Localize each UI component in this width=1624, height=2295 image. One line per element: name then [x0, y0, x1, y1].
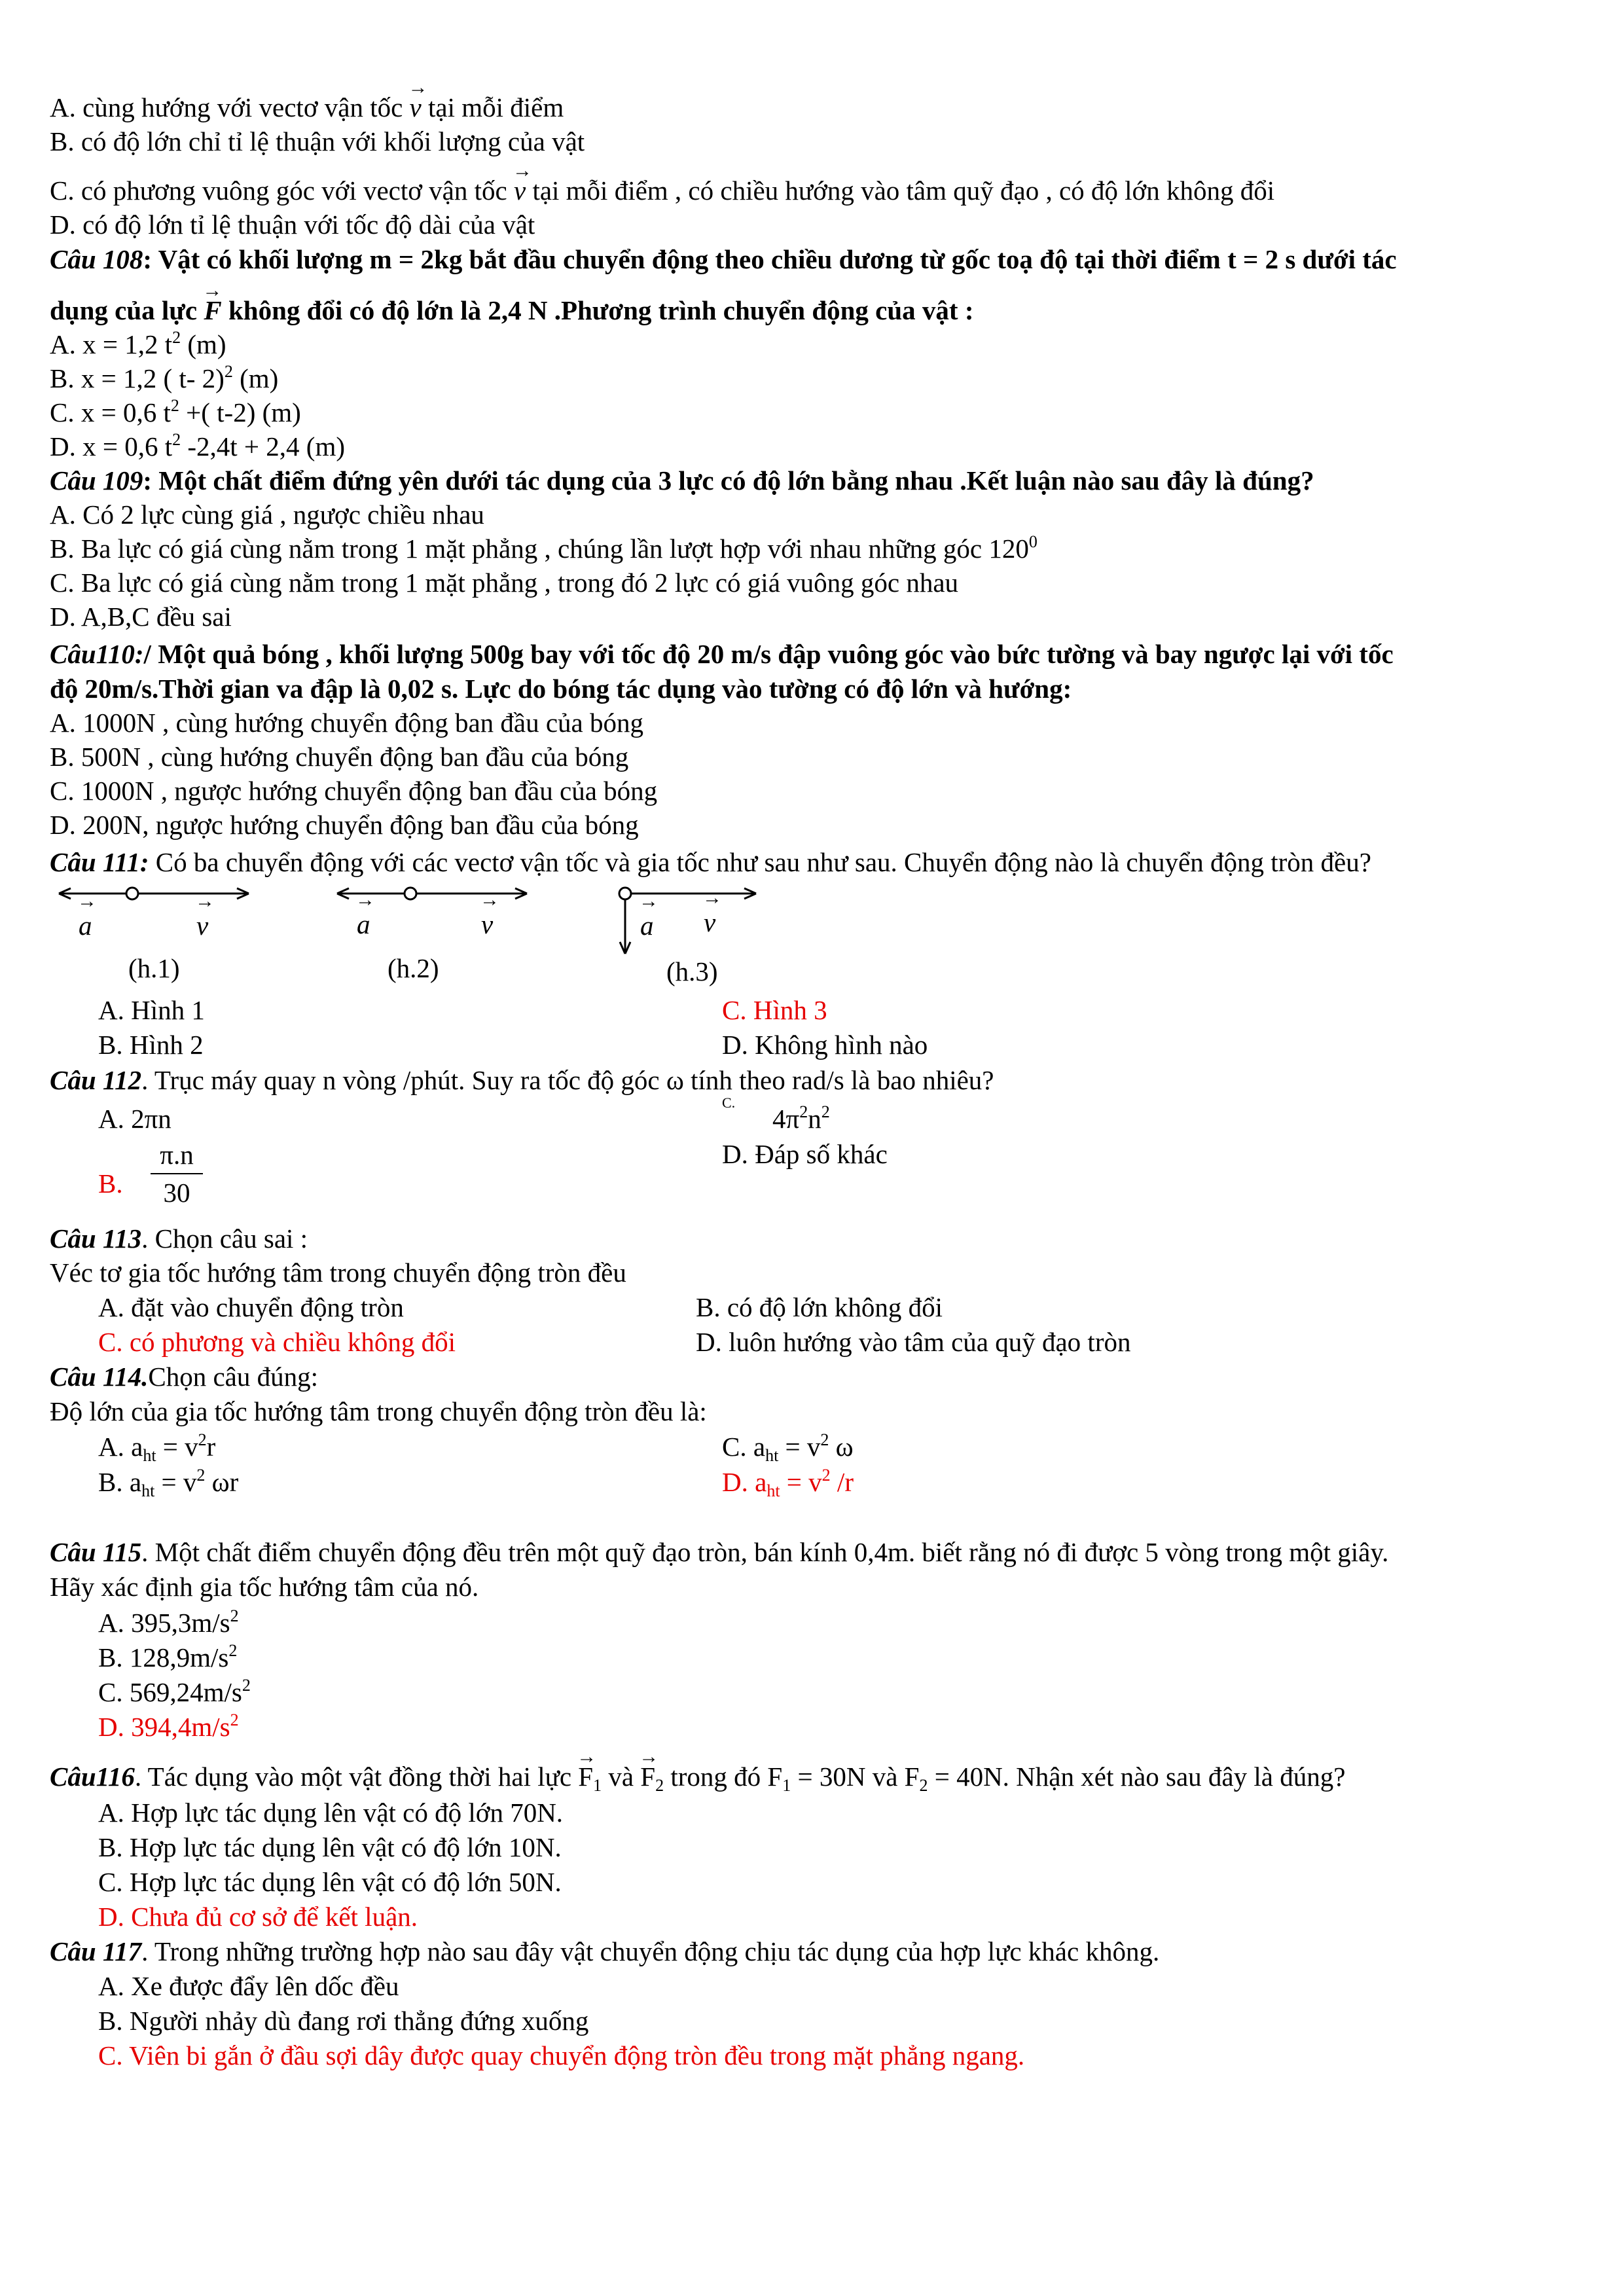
q107-option-b: B. có độ lớn chỉ tỉ lệ thuận với khối lượng của vật — [50, 126, 585, 156]
q109-option-d: D. A,B,C đều sai — [50, 602, 232, 632]
q117-option-b: B. Người nhảy dù đang rơi thẳng đứng xuống — [98, 2006, 589, 2036]
q114-sub-stem: Độ lớn của gia tốc hướng tâm trong chuyển động tròn đều là: — [50, 1396, 707, 1426]
q116-option-b: B. Hợp lực tác dụng lên vật có độ lớn 10N. — [98, 1832, 562, 1862]
q117-option-c: C. Viên bi gắn ở đầu sợi dây được quay chuyển động tròn đều trong mặt phẳng ngang. — [98, 2040, 1025, 2070]
q110-stem-line1: Câu110:/ Một quả bóng , khối lượng 500g bay với tốc độ 20 m/s đập vuông góc vào bức tường và bay ngược lại với tốc — [50, 639, 1394, 669]
q108-option-a: A. x = 1,2 $t^2$ (m) — [50, 328, 226, 359]
q116-option-a: A. Hợp lực tác dụng lên vật có độ lớn 70N. — [98, 1798, 564, 1828]
q113-sub-stem: Véc tơ gia tốc hướng tâm trong chuyển động tròn đều — [50, 1257, 626, 1288]
figure-h3-v-label: → v — [704, 907, 715, 938]
q110-option-a: A. 1000N , cùng hướng chuyển động ban đầu của bóng — [50, 708, 644, 738]
figure-h2-caption: (h.2) — [388, 953, 439, 983]
q116-option-d: D. Chưa đủ cơ sở để kết luận. — [98, 1902, 418, 1932]
q115-stem-line1: Câu 115. Một chất điểm chuyển động đều trên một quỹ đạo tròn, bán kính 0,4m. biết rằng nó đi được 5 vòng trong một giây. — [50, 1537, 1389, 1567]
q115-stem-line2: Hãy xác định gia tốc hướng tâm của nó. — [50, 1572, 479, 1602]
q107-option-c: C. có phương vuông góc với vectơ vận tốc → v tại mỗi điểm , có chiều hướng vào tâm quỹ đạo , có độ lớn không đổi — [50, 173, 1274, 208]
q112-fraction-denominator: 30 — [163, 1178, 190, 1208]
q112-fraction-numerator: π.n — [160, 1140, 194, 1170]
q113-option-c: C. có phương và chiều không đổi — [98, 1327, 456, 1357]
q107-option-d: D. có độ lớn tỉ lệ thuận với tốc độ dài của vật — [50, 209, 535, 240]
q114-stem: Câu 114.Chọn câu đúng: — [50, 1362, 319, 1392]
q115-option-a: A. $395,3m/s^2$ — [98, 1606, 239, 1638]
q110-option-d: D. 200N, ngược hướng chuyển động ban đầu của bóng — [50, 810, 639, 840]
q110-stem-line2: độ 20m/s.Thời gian va đập là 0,02 s. Lực do bóng tác dụng vào tường có độ lớn và hướng: — [50, 674, 1072, 704]
q108-stem-line2: dụng của lực → F không đổi có độ lớn là 2,4 N .Phương trình chuyển động của vật : — [50, 293, 973, 327]
figure-h3-caption: (h.3) — [666, 956, 718, 986]
q108-option-c: C. x = 0,6 $t^2$ +( t-2) (m) — [50, 396, 301, 427]
figure-h2-v-label: → v — [481, 909, 493, 940]
q108-option-d: D. x = 0,6 $t^2$ -2,4t + 2,4 (m) — [50, 430, 345, 461]
q109-option-c: C. Ba lực có giá cùng nằm trong 1 mặt phẳng , trong đó 2 lực có giá vuông góc nhau — [50, 568, 959, 598]
q112-option-d: D. Đáp số khác — [722, 1139, 888, 1169]
q112-option-a: A. 2πn — [98, 1104, 171, 1134]
q111-stem: Câu 111: Có ba chuyển động với các vectơ vận tốc và gia tốc như sau như sau. Chuyển động nào là chuyển động tròn đều? — [50, 847, 1371, 877]
q113-option-b: B. có độ lớn không đổi — [696, 1292, 943, 1322]
q109-option-a: A. Có 2 lực cùng giá , ngược chiều nhau — [50, 499, 484, 530]
q111-option-d: D. Không hình nào — [722, 1030, 928, 1060]
q114-option-c: C. $a_{ht} = v^2$ ω — [722, 1430, 854, 1465]
q107-option-a: A. cùng hướng với vectơ vận tốc → v tại mỗi điểm — [50, 90, 564, 124]
q112-option-b-letter: B. — [98, 1168, 123, 1199]
q112-option-c-letter: C. — [722, 1094, 736, 1111]
q114-option-a: A. $a_{ht} = v^2r$ — [98, 1430, 216, 1465]
q114-option-b: B. $a_{ht} = v^2$ ωr — [98, 1466, 239, 1500]
q112-stem: Câu 112. Trục máy quay n vòng /phút. Suy ra tốc độ góc ω tính theo rad/s là bao nhiêu? — [50, 1065, 994, 1095]
q112-option-b-fraction — [151, 1139, 203, 1208]
q109-option-b: B. Ba lực có giá cùng nằm trong 1 mặt phẳng , chúng lần lượt hợp với nhau những góc $120^0$ — [50, 532, 1038, 564]
q116-stem: Câu116. Tác dụng vào một vật đồng thời hai lực → $F_1$ và → $F_2$ trong đó $F_1 = 30N$ và $F_2 = 40N$. Nhận xét nào sau đây là đúng? — [50, 1760, 1345, 1794]
figure-h1-a-label: → a — [79, 910, 92, 941]
q117-option-a: A. Xe được đẩy lên dốc đều — [98, 1971, 399, 2001]
figure-h1-caption: (h.1) — [128, 953, 180, 983]
q113-stem: Câu 113. Chọn câu sai : — [50, 1223, 308, 1254]
figure-h3-a-label: → a — [640, 910, 654, 941]
q111-option-a: A. Hình 1 — [98, 995, 205, 1025]
q109-stem: Câu 109: Một chất điểm đứng yên dưới tác dụng của 3 lực có độ lớn bằng nhau .Kết luận nào sau đây là đúng? — [50, 465, 1314, 496]
q115-option-d: D. $394,4m/s^2$ — [98, 1710, 239, 1742]
q108-option-b: B. x = 1,2 ( t- 2)$^2$ (m) — [50, 362, 279, 393]
q112-option-c: $4\pi^2n^2$ — [772, 1102, 830, 1134]
q115-option-b: B. $128,9m/s^2$ — [98, 1641, 238, 1672]
q110-option-c: C. 1000N , ngược hướng chuyển động ban đầu của bóng — [50, 776, 658, 806]
q114-option-d: D. $a_{ht} = v^2$ /r — [722, 1466, 854, 1500]
q110-option-b: B. 500N , cùng hướng chuyển động ban đầu của bóng — [50, 742, 629, 772]
q111-option-c: C. Hình 3 — [722, 995, 827, 1025]
figure-h1-v-label: → v — [196, 910, 208, 941]
q117-stem: Câu 117. Trong những trường hợp nào sau đây vật chuyển động chịu tác dụng của hợp lực khác không. — [50, 1936, 1160, 1966]
q108-stem-line1: Câu 108: Vật có khối lượng m = 2kg bắt đầu chuyển động theo chiều dương từ gốc toạ độ tại thời điểm t = 2 s dưới tác — [50, 244, 1397, 274]
q111-option-b: B. Hình 2 — [98, 1030, 204, 1060]
q113-option-a: A. đặt vào chuyển động tròn — [98, 1292, 404, 1322]
figure-h2-a-label: → a — [357, 909, 370, 940]
q113-option-d: D. luôn hướng vào tâm của quỹ đạo tròn — [696, 1327, 1131, 1357]
q116-option-c: C. Hợp lực tác dụng lên vật có độ lớn 50N. — [98, 1867, 562, 1897]
q115-option-c: C. $569,24m/s^2$ — [98, 1676, 251, 1707]
